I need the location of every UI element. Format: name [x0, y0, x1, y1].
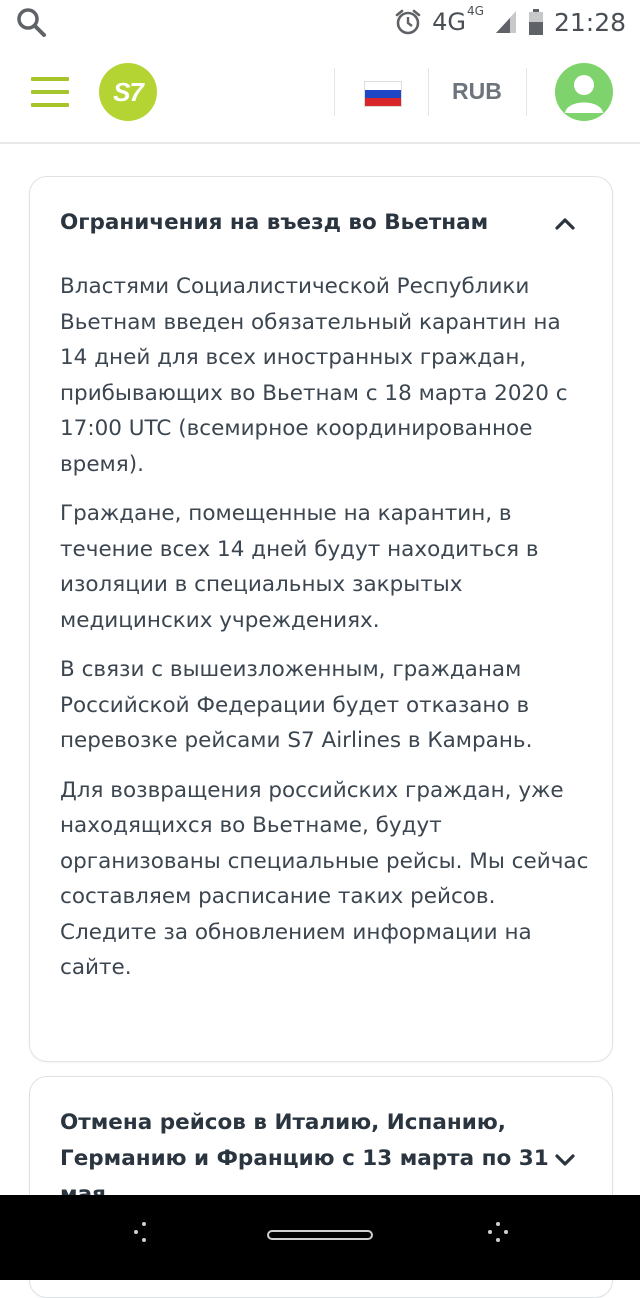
menu-icon[interactable] — [31, 77, 69, 107]
clock: 21:28 — [553, 7, 626, 37]
back-button[interactable] — [487, 1221, 509, 1243]
app-header — [0, 44, 640, 144]
navigation-bar — [0, 1195, 640, 1280]
signal-icon — [494, 9, 518, 35]
status-indicators — [394, 0, 626, 44]
card-title-line: Германию и Францию с 13 марта по 31 — [60, 1146, 549, 1171]
network-type: $4G^{4G}$ — [432, 4, 484, 36]
user-icon[interactable] — [555, 63, 613, 121]
flag-ru-icon[interactable] — [364, 81, 402, 107]
header-divider — [428, 68, 429, 116]
card-body — [60, 269, 590, 1000]
currency-selector[interactable]: RUB — [452, 78, 502, 104]
card-title[interactable]: Ограничения на въезд во Вьетнам — [60, 210, 489, 235]
chevron-down-icon[interactable] — [554, 1153, 576, 1167]
status-bar — [0, 0, 640, 44]
paragraph: В связи с вышеизложенным, гражданам Российской Федерации будет отказано в перевозке рейсами S7 Airlines в Камрань. — [60, 657, 533, 753]
paragraph: Для возвращения российских граждан, уже находящихся во Вьетнаме, будут организованы специальные рейсы. Мы сейчас составляем расписание таких рейсов. Следите за обновлением информации на сайте. — [60, 777, 589, 980]
alarm-icon — [394, 8, 422, 36]
header-divider — [526, 68, 527, 116]
paragraph: Властями Социалистической Республики Вьетнам введен обязательный карантин на 14 дней для всех иностранных граждан, прибывающих во Вьетнам с 18 марта 2020 с 17:00 UTC (всемирное координированное время). — [60, 274, 568, 477]
paragraph: Граждане, помещенные на карантин, в течение всех 14 дней будут находиться в изоляции в специальных закрытых медицинских учреждениях. — [60, 501, 539, 633]
logo-text: S7 — [113, 76, 143, 107]
accordion-card-vietnam — [29, 176, 613, 1062]
chevron-up-icon[interactable] — [554, 217, 576, 231]
recents-button[interactable] — [133, 1221, 155, 1243]
battery-icon — [528, 8, 544, 36]
user-silhouette — [555, 63, 613, 121]
home-button[interactable] — [267, 1230, 373, 1240]
card-title-line: Отмена рейсов в Италию, Испанию, — [60, 1110, 506, 1135]
s7-logo[interactable] — [99, 63, 157, 121]
search-icon[interactable] — [16, 7, 48, 39]
header-divider — [334, 68, 335, 116]
